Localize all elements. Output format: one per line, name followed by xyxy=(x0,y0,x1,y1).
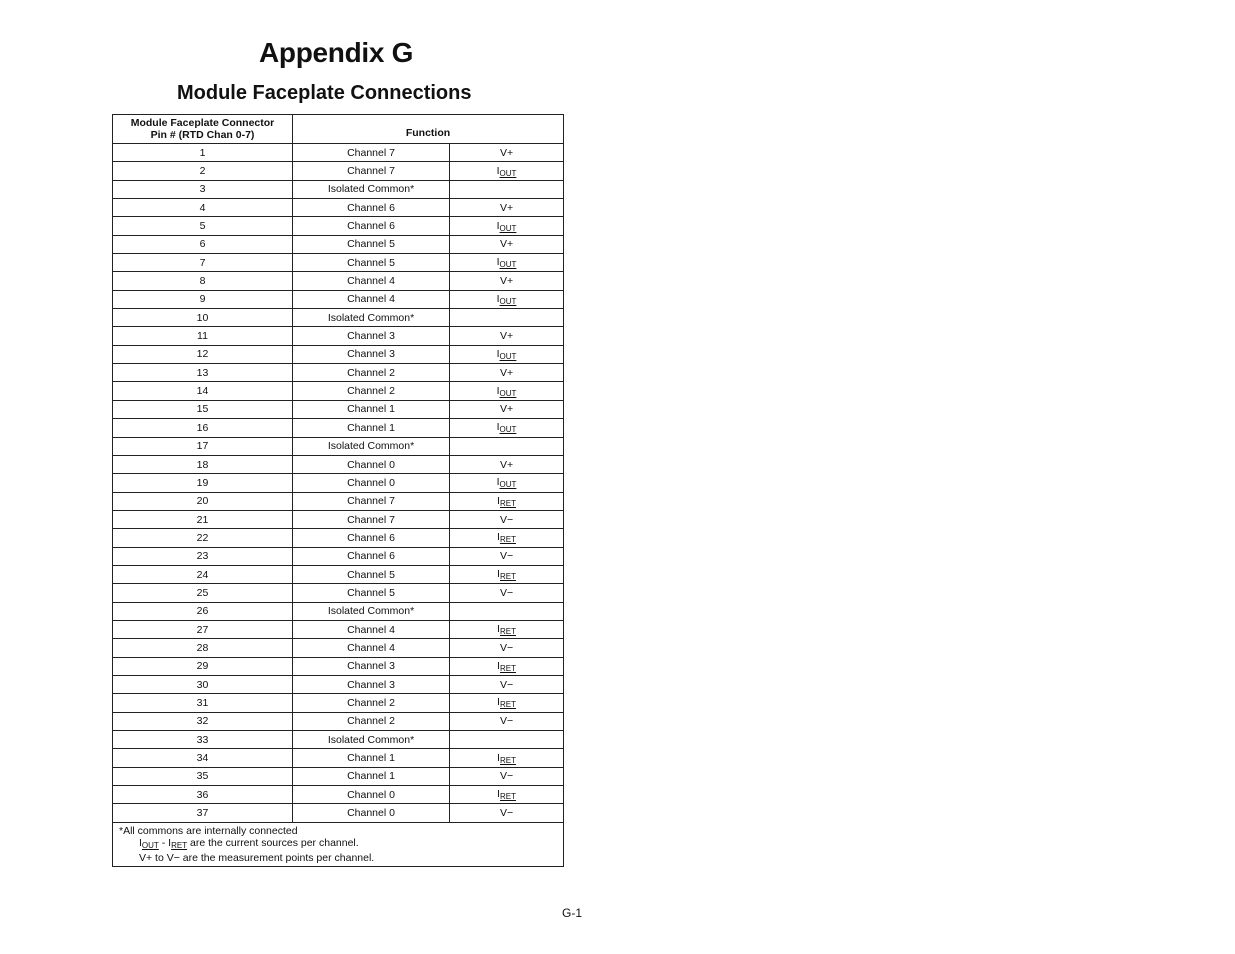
function-cell: Channel 5 xyxy=(293,584,450,602)
pin-cell: 21 xyxy=(113,510,293,528)
table-row xyxy=(113,345,564,363)
pin-cell: 20 xyxy=(113,492,293,510)
table-row xyxy=(113,162,564,180)
signal-cell xyxy=(450,565,564,583)
signal-cell xyxy=(450,290,564,308)
signal-cell: V− xyxy=(450,510,564,528)
function-cell: Isolated Common* xyxy=(293,602,450,620)
table-row xyxy=(113,786,564,804)
signal-cell: V+ xyxy=(450,364,564,382)
function-cell: Channel 2 xyxy=(293,364,450,382)
table-row xyxy=(113,400,564,418)
signal-cell xyxy=(450,492,564,510)
signal-label: $I_{OUT}$ xyxy=(496,384,517,398)
pin-cell: 26 xyxy=(113,602,293,620)
table-row xyxy=(113,620,564,638)
pin-cell: 37 xyxy=(113,804,293,822)
pin-cell: 12 xyxy=(113,345,293,363)
signal-cell: V+ xyxy=(450,272,564,290)
signal-cell xyxy=(450,602,564,620)
pin-cell: 5 xyxy=(113,217,293,235)
signal-cell xyxy=(450,786,564,804)
pin-cell: 34 xyxy=(113,749,293,767)
pin-cell: 11 xyxy=(113,327,293,345)
function-cell: Channel 2 xyxy=(293,694,450,712)
table-row xyxy=(113,565,564,583)
pin-cell: 31 xyxy=(113,694,293,712)
section-title: Module Faceplate Connections xyxy=(177,82,472,104)
signal-cell: V− xyxy=(450,584,564,602)
signal-cell xyxy=(450,694,564,712)
table-row xyxy=(113,364,564,382)
pin-cell: 27 xyxy=(113,620,293,638)
signal-label: $I_{RET}$ xyxy=(497,696,516,710)
page-number: G-1 xyxy=(562,906,583,920)
pin-cell: 36 xyxy=(113,786,293,804)
table-row xyxy=(113,749,564,767)
table-row xyxy=(113,474,564,492)
signal-cell: V− xyxy=(450,767,564,785)
table-body xyxy=(113,144,564,823)
function-cell: Channel 7 xyxy=(293,144,450,162)
pin-cell: 25 xyxy=(113,584,293,602)
function-cell: Channel 6 xyxy=(293,529,450,547)
table-row xyxy=(113,419,564,437)
notes-row xyxy=(113,822,564,866)
pin-cell: 10 xyxy=(113,309,293,327)
function-cell: Channel 3 xyxy=(293,327,450,345)
function-cell: Isolated Common* xyxy=(293,309,450,327)
table-row xyxy=(113,309,564,327)
table-row xyxy=(113,602,564,620)
table-row xyxy=(113,235,564,253)
function-cell: Channel 7 xyxy=(293,510,450,528)
pin-cell: 24 xyxy=(113,565,293,583)
signal-cell xyxy=(450,437,564,455)
signal-label: $I_{RET}$ xyxy=(497,659,516,673)
signal-cell: V+ xyxy=(450,199,564,217)
signal-cell xyxy=(450,382,564,400)
note-iout: $I_{OUT}$ xyxy=(139,836,159,850)
function-cell: Channel 2 xyxy=(293,712,450,730)
signal-label: $I_{RET}$ xyxy=(497,494,516,508)
signal-cell xyxy=(450,749,564,767)
signal-cell: V+ xyxy=(450,144,564,162)
function-cell: Channel 0 xyxy=(293,786,450,804)
signal-cell xyxy=(450,731,564,749)
function-cell: Channel 6 xyxy=(293,217,450,235)
signal-cell: V− xyxy=(450,804,564,822)
table-row xyxy=(113,584,564,602)
function-cell: Channel 1 xyxy=(293,749,450,767)
table-row xyxy=(113,547,564,565)
table-row xyxy=(113,254,564,272)
signal-cell: V− xyxy=(450,675,564,693)
pin-cell: 4 xyxy=(113,199,293,217)
pin-cell: 23 xyxy=(113,547,293,565)
signal-cell xyxy=(450,419,564,437)
table-row xyxy=(113,694,564,712)
function-cell: Channel 5 xyxy=(293,235,450,253)
function-cell: Channel 5 xyxy=(293,565,450,583)
table-row xyxy=(113,144,564,162)
signal-cell xyxy=(450,180,564,198)
pin-cell: 9 xyxy=(113,290,293,308)
table-row xyxy=(113,199,564,217)
pin-cell: 3 xyxy=(113,180,293,198)
pin-cell: 2 xyxy=(113,162,293,180)
function-cell: Channel 0 xyxy=(293,804,450,822)
signal-label: $I_{OUT}$ xyxy=(496,219,517,233)
note-iret: $I_{RET}$ xyxy=(168,836,188,850)
table-notes xyxy=(113,822,564,866)
function-cell: Channel 2 xyxy=(293,382,450,400)
function-cell: Isolated Common* xyxy=(293,180,450,198)
header-pin xyxy=(113,115,293,144)
table-row xyxy=(113,455,564,473)
signal-cell: V+ xyxy=(450,235,564,253)
pin-cell: 17 xyxy=(113,437,293,455)
signal-cell xyxy=(450,529,564,547)
table-row xyxy=(113,272,564,290)
table-row xyxy=(113,731,564,749)
function-cell: Channel 3 xyxy=(293,675,450,693)
pin-cell: 15 xyxy=(113,400,293,418)
signal-label: $I_{OUT}$ xyxy=(496,164,517,178)
signal-cell xyxy=(450,217,564,235)
header-pin-line2: Pin # (RTD Chan 0-7) xyxy=(150,129,255,141)
pin-cell: 16 xyxy=(113,419,293,437)
signal-cell xyxy=(450,474,564,492)
header-function: Function xyxy=(293,115,564,144)
function-cell: Channel 7 xyxy=(293,492,450,510)
signal-cell xyxy=(450,345,564,363)
signal-cell: V+ xyxy=(450,455,564,473)
signal-label: $I_{RET}$ xyxy=(497,788,516,802)
function-cell: Channel 4 xyxy=(293,272,450,290)
table-row xyxy=(113,217,564,235)
pin-cell: 35 xyxy=(113,767,293,785)
pin-cell: 32 xyxy=(113,712,293,730)
table-row xyxy=(113,290,564,308)
table-row xyxy=(113,804,564,822)
function-cell: Channel 0 xyxy=(293,474,450,492)
header-pin-line1: Module Faceplate Connector xyxy=(130,117,275,129)
signal-cell: V− xyxy=(450,639,564,657)
signal-cell: V− xyxy=(450,547,564,565)
pin-cell: 22 xyxy=(113,529,293,547)
function-cell: Channel 1 xyxy=(293,419,450,437)
function-cell: Channel 3 xyxy=(293,657,450,675)
table-row xyxy=(113,712,564,730)
signal-cell: V− xyxy=(450,712,564,730)
function-cell: Channel 7 xyxy=(293,162,450,180)
table-row xyxy=(113,657,564,675)
table-header-row xyxy=(113,115,564,144)
table-row xyxy=(113,327,564,345)
signal-label: $I_{RET}$ xyxy=(497,531,516,545)
signal-cell xyxy=(450,254,564,272)
function-cell: Channel 1 xyxy=(293,400,450,418)
signal-label: $I_{RET}$ xyxy=(497,568,516,582)
signal-label: $I_{OUT}$ xyxy=(496,347,517,361)
note-current-sources: $I_{OUT} - I_{RET}$ are the current sources per channel. xyxy=(139,836,359,850)
function-cell: Channel 4 xyxy=(293,639,450,657)
table-row xyxy=(113,767,564,785)
pin-cell: 18 xyxy=(113,455,293,473)
function-cell: Channel 6 xyxy=(293,547,450,565)
signal-label: $I_{OUT}$ xyxy=(496,256,517,270)
table-row xyxy=(113,492,564,510)
signal-cell: V+ xyxy=(450,327,564,345)
function-cell: Channel 4 xyxy=(293,290,450,308)
pin-cell: 28 xyxy=(113,639,293,657)
faceplate-connections-table xyxy=(112,114,564,867)
pin-cell: 14 xyxy=(113,382,293,400)
page-title: Appendix G xyxy=(259,37,414,68)
signal-label: $I_{OUT}$ xyxy=(496,476,517,490)
note-measurement: V+ to V− are the measurement points per channel. xyxy=(139,851,375,864)
pin-cell: 33 xyxy=(113,731,293,749)
table-row xyxy=(113,675,564,693)
function-cell: Channel 4 xyxy=(293,620,450,638)
pin-cell: 8 xyxy=(113,272,293,290)
pin-cell: 1 xyxy=(113,144,293,162)
table-row xyxy=(113,639,564,657)
function-cell: Isolated Common* xyxy=(293,437,450,455)
table-row xyxy=(113,180,564,198)
pin-cell: 19 xyxy=(113,474,293,492)
function-cell: Isolated Common* xyxy=(293,731,450,749)
signal-cell xyxy=(450,657,564,675)
pin-cell: 7 xyxy=(113,254,293,272)
signal-label: $I_{RET}$ xyxy=(497,751,516,765)
table-row xyxy=(113,382,564,400)
table-row xyxy=(113,510,564,528)
signal-label: $I_{OUT}$ xyxy=(496,421,517,435)
function-cell: Channel 6 xyxy=(293,199,450,217)
note-commons: *All commons are internally connected xyxy=(119,824,298,837)
function-cell: Channel 0 xyxy=(293,455,450,473)
table-row xyxy=(113,437,564,455)
pin-cell: 30 xyxy=(113,675,293,693)
function-cell: Channel 1 xyxy=(293,767,450,785)
signal-label: $I_{RET}$ xyxy=(497,623,516,637)
signal-cell: V+ xyxy=(450,400,564,418)
function-cell: Channel 5 xyxy=(293,254,450,272)
pin-cell: 6 xyxy=(113,235,293,253)
signal-cell xyxy=(450,620,564,638)
pin-cell: 13 xyxy=(113,364,293,382)
pin-cell: 29 xyxy=(113,657,293,675)
signal-cell xyxy=(450,309,564,327)
function-cell: Channel 3 xyxy=(293,345,450,363)
signal-label: $I_{OUT}$ xyxy=(496,292,517,306)
table-row xyxy=(113,529,564,547)
signal-cell xyxy=(450,162,564,180)
